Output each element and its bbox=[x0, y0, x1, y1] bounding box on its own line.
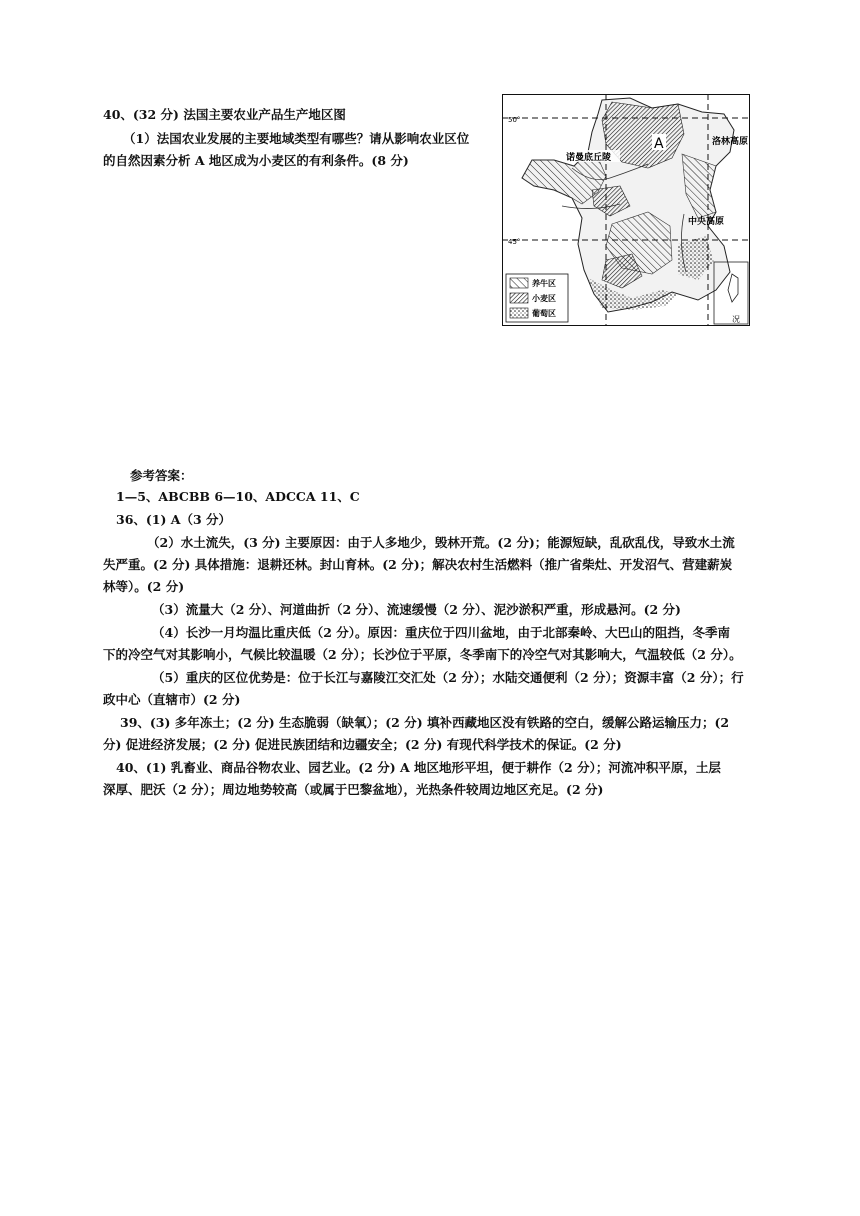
legend-label-vineyard: 葡萄区 bbox=[532, 309, 556, 318]
legend-label-cattle: 养牛区 bbox=[532, 279, 556, 288]
central-plateau-label: 中央高原 bbox=[688, 217, 725, 227]
answer-36-5-line-2: 政中心（直辖市）(2 分) bbox=[103, 692, 241, 707]
france-agriculture-map bbox=[502, 94, 750, 326]
answer-40-line-2: 深厚、肥沃（2 分）；周边地势较高（或属于巴黎盆地），光热条件较周边地区充足。(2 分) bbox=[103, 782, 604, 797]
legend-swatch-vineyard bbox=[510, 308, 528, 318]
answer-36-4-line-1: （4）长沙一月均温比重庆低（2 分）。原因：重庆位于四川盆地，由于北部秦岭、大巴山的阻挡，冬季南 bbox=[152, 625, 730, 640]
latitude-45-label: 45° bbox=[508, 238, 521, 246]
corner-mark: 况 bbox=[732, 315, 740, 324]
answers-multiple-choice: 1—5、ABCBB 6—10、ADCCA 11、C bbox=[116, 489, 360, 504]
question-title: 40、(32 分) 法国主要农业产品生产地区图 bbox=[103, 107, 346, 122]
answer-36-1: 36、(1) A（3 分） bbox=[116, 512, 232, 527]
answer-36-2-line-2: 失严重。(2 分) 具体措施：退耕还林。封山育林。(2 分)；解决农村生活燃料（推广省柴灶、开发沼气、营建薪炭 bbox=[103, 557, 733, 572]
answer-39-line-1: 39、(3) 多年冻土；(2 分) 生态脆弱（缺氧）；(2 分) 填补西藏地区没有铁路的空白，缓解公路运输压力；(2 bbox=[120, 715, 730, 730]
legend-swatch-wheat bbox=[510, 293, 528, 303]
answer-36-2-line-3: 林等）。(2 分) bbox=[103, 579, 185, 594]
answer-40-line-1: 40、(1) 乳畜业、商品谷物农业、园艺业。(2 分) A 地区地形平坦，便于耕作（2 分）；河流冲积平原，土层 bbox=[116, 760, 721, 775]
region-a-label: A bbox=[654, 136, 664, 152]
normandy-hills-label: 诺曼底丘陵 bbox=[566, 153, 612, 163]
lorraine-plateau-label: 洛林高原 bbox=[712, 137, 749, 147]
question-1-line-2: 的自然因素分析 A 地区成为小麦区的有利条件。(8 分) bbox=[103, 153, 409, 168]
latitude-50-label: 50° bbox=[508, 116, 521, 124]
answers-heading: 参考答案： bbox=[130, 468, 193, 483]
question-1-line-1: （1）法国农业发展的主要地域类型有哪些？请从影响农业区位 bbox=[123, 131, 470, 146]
answer-39-line-2: 分) 促进经济发展；(2 分) 促进民族团结和边疆安全；(2 分) 有现代科学技术的保证。(2 分) bbox=[103, 737, 622, 752]
legend-label-wheat: 小麦区 bbox=[532, 294, 556, 303]
answer-36-3: （3）流量大（2 分）、河道曲折（2 分）、流速缓慢（2 分）、泥沙淤积严重，形成悬河。(2 分) bbox=[152, 602, 681, 617]
answer-36-4-line-2: 下的冷空气对其影响小，气候比较温暖（2 分）；长沙位于平原，冬季南下的冷空气对其影响大，气温较低（2 分）。 bbox=[103, 647, 742, 662]
answer-36-2-line-1: （2）水土流失，(3 分) 主要原因：由于人多地少，毁林开荒。(2 分)；能源短缺，乱砍乱伐，导致水土流 bbox=[147, 535, 735, 550]
legend-swatch-cattle bbox=[510, 278, 528, 288]
answer-36-5-line-1: （5）重庆的区位优势是：位于长江与嘉陵江交汇处（2 分）；水陆交通便利（2 分）；资源丰富（2 分）；行 bbox=[152, 670, 744, 685]
